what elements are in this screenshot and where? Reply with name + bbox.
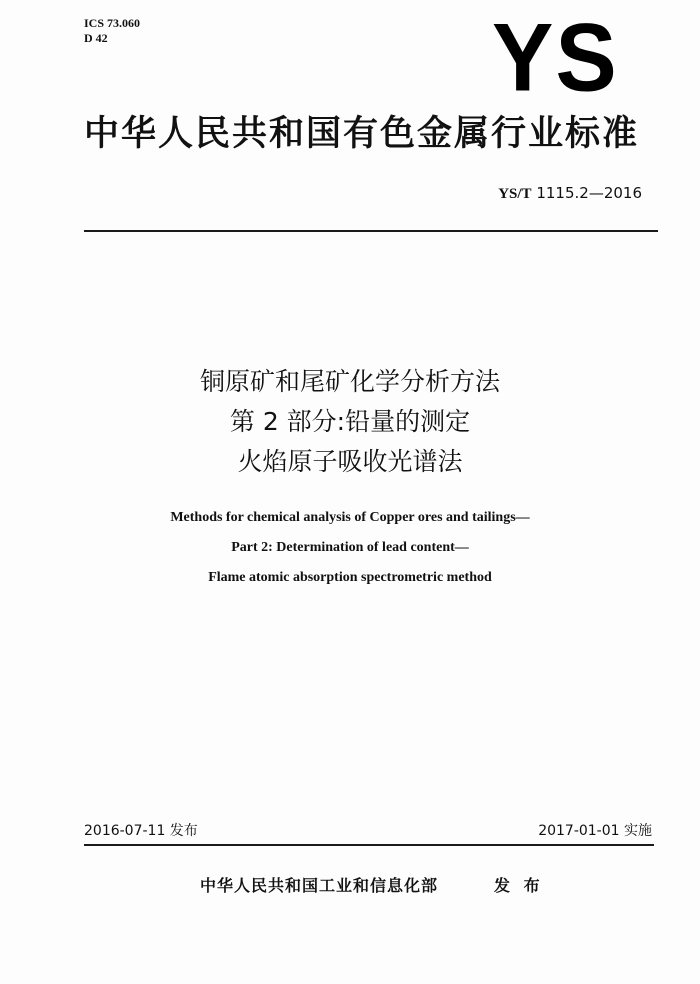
- issue-date: 2016-07-11 发布: [84, 823, 198, 839]
- classification-codes: [84, 16, 140, 46]
- ics-code: ICS 73.060: [84, 16, 141, 30]
- implementation-date: 2017-01-01 实施: [538, 823, 652, 839]
- chinese-title-line-3: 火焰原子吸收光谱法: [237, 447, 463, 476]
- standard-number-prefix: YS/T: [498, 186, 532, 202]
- issuing-authority: 中华人民共和国工业和信息化部: [200, 876, 439, 895]
- chinese-title-line-2: 第 2 部分:铅量的测定: [229, 407, 471, 436]
- standard-number: [498, 184, 642, 203]
- chinese-title-line-1: 铜原矿和尾矿化学分析方法: [199, 367, 500, 396]
- english-title: [0, 503, 700, 593]
- class-code: D 42: [84, 31, 108, 45]
- english-title-line-1: Methods for chemical analysis of Copper ores and tailings—: [170, 510, 530, 525]
- ys-logo: YS: [492, 4, 619, 112]
- english-title-line-3: Flame atomic absorption spectrometric method: [208, 570, 492, 585]
- industry-standard-heading: 中华人民共和国有色金属行业标准: [84, 114, 640, 154]
- english-title-line-2: Part 2: Determination of lead content—: [231, 540, 469, 555]
- chinese-title: [0, 362, 700, 482]
- standard-number-value: 1115.2—2016: [536, 184, 642, 202]
- bottom-divider: [84, 844, 654, 846]
- publish-label: 发 布: [494, 876, 544, 895]
- top-divider: [84, 230, 658, 232]
